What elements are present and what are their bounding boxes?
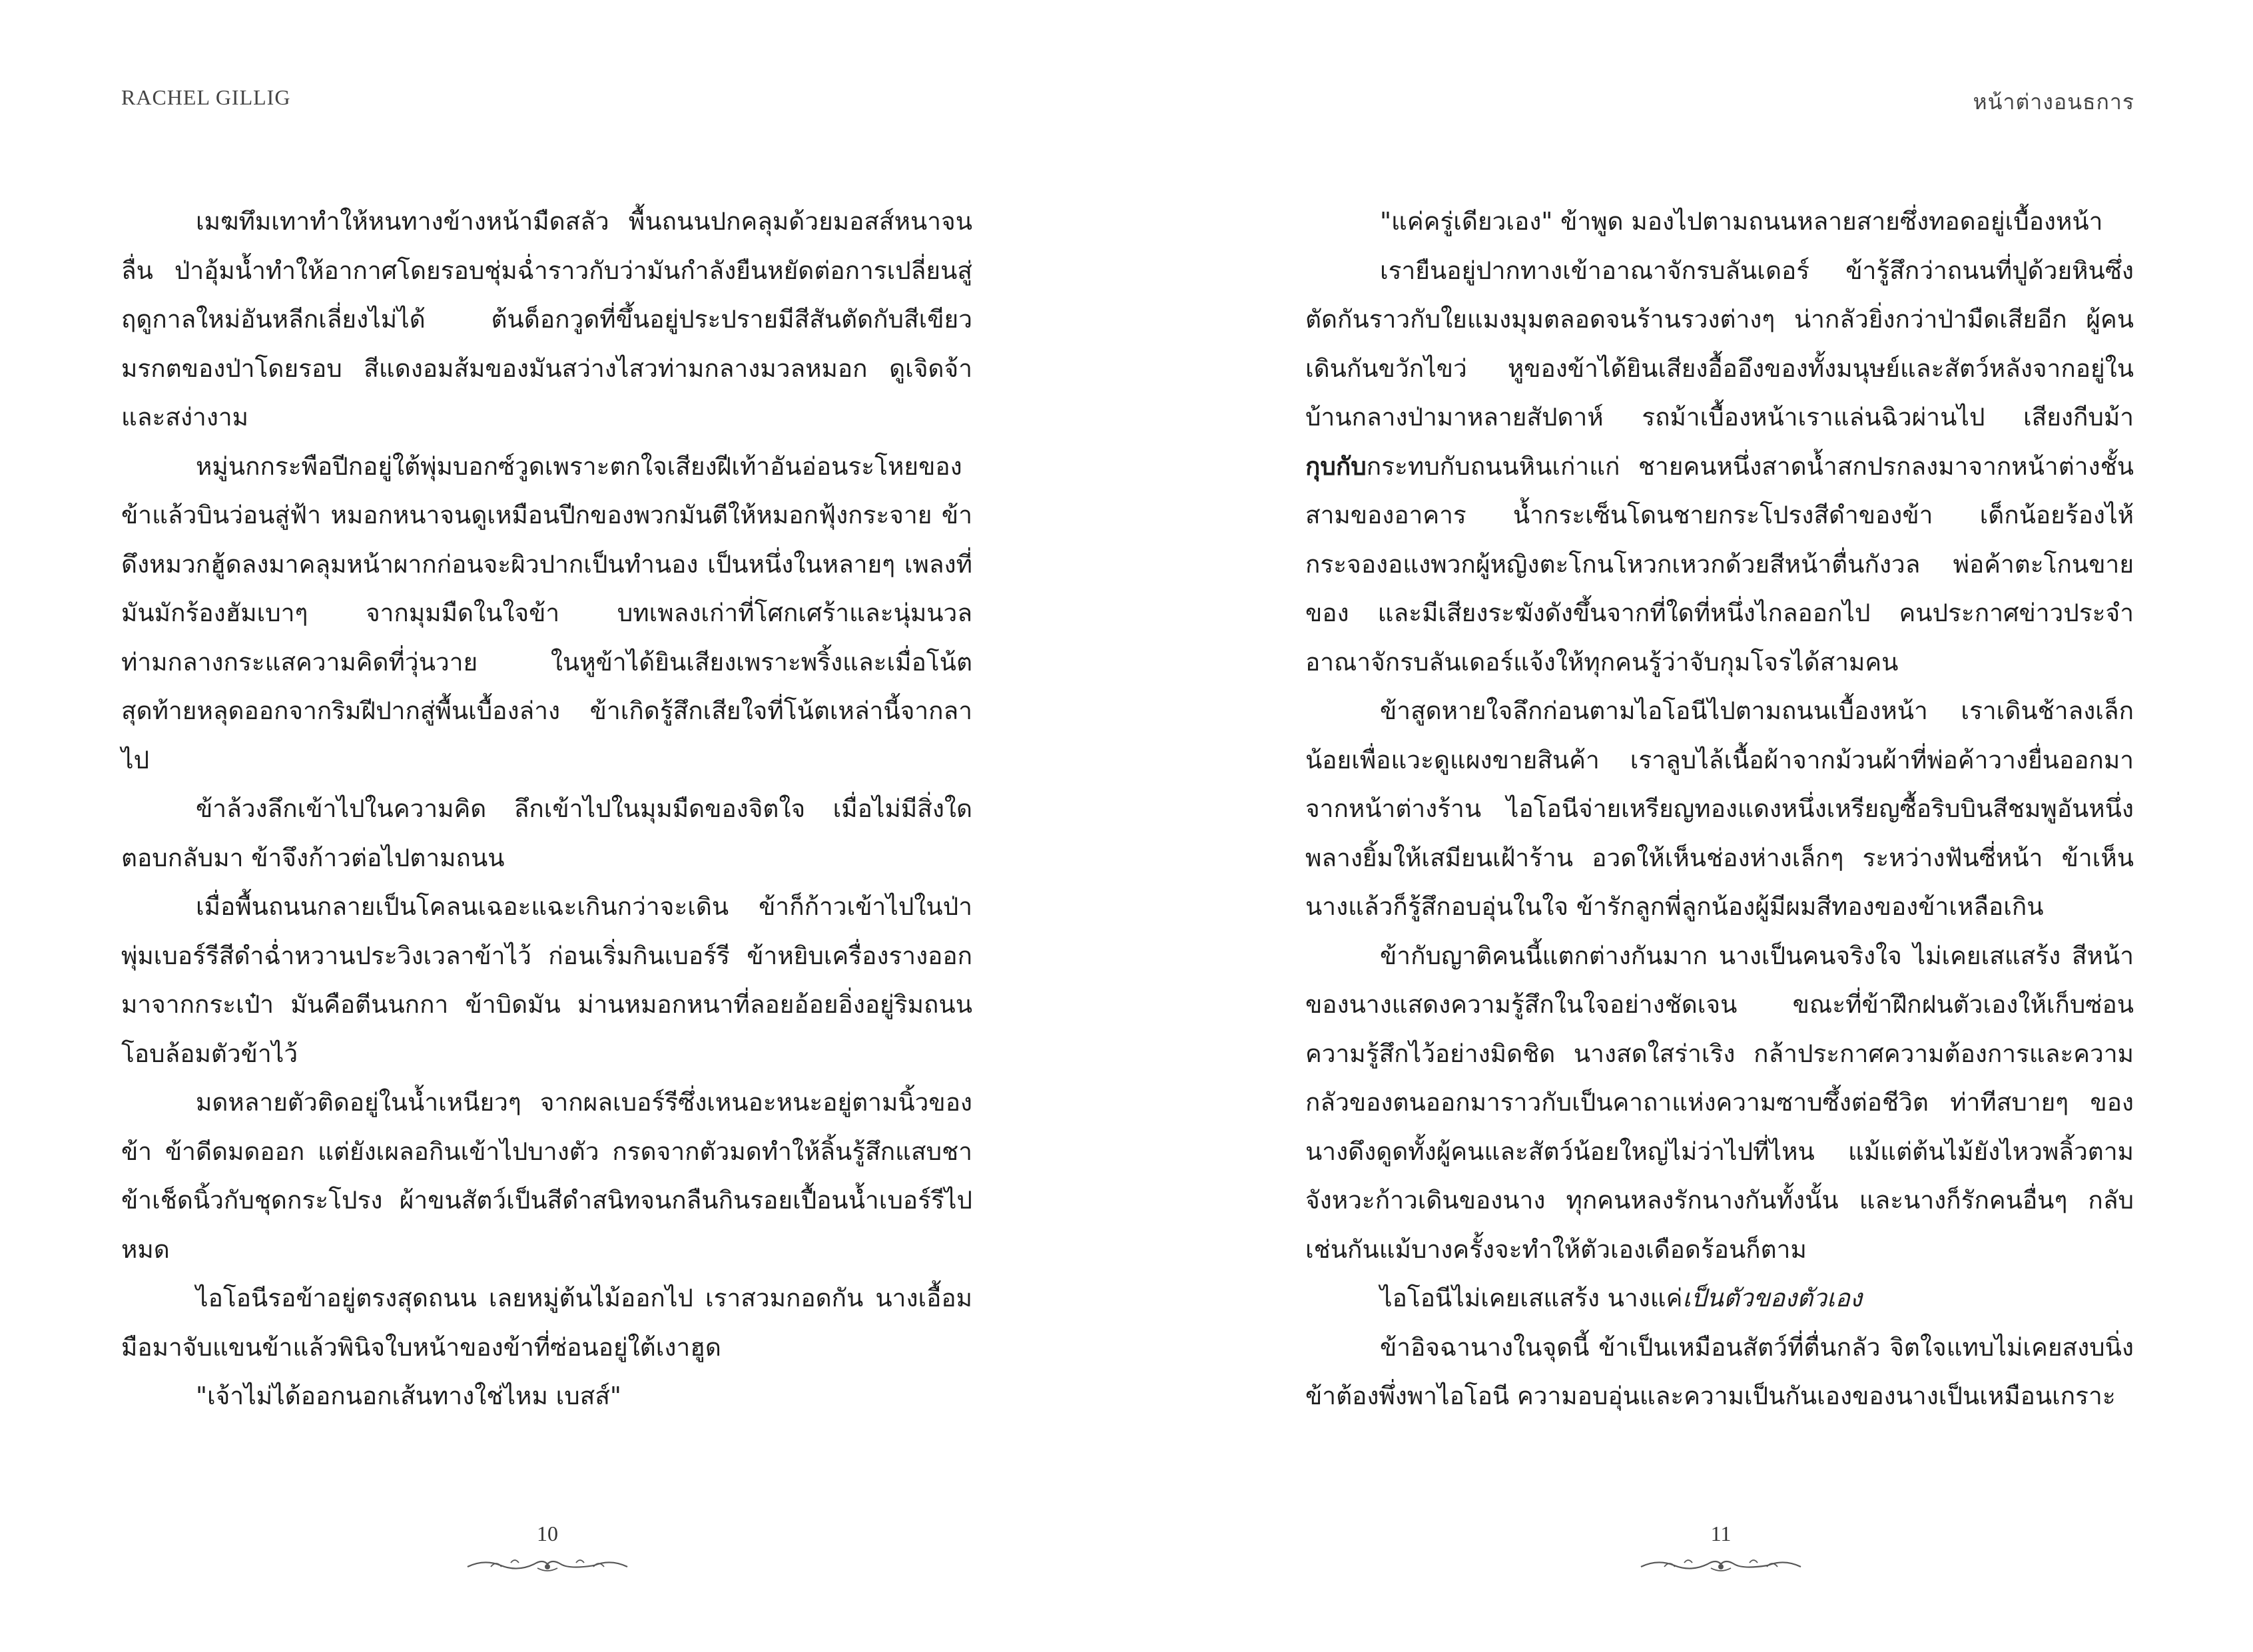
running-head-title: หน้าต่างอนธการ <box>1973 90 2134 114</box>
paragraph: ข้าสูดหายใจลึกก่อนตามไอโอนีไปตามถนนเบื้องหน้า เราเดินช้าลงเล็กน้อยเพื่อแวะดูแผงขายสินค้า เราลูบไล้เนื้อผ้าจากม้วนผ้าที่พ่อค้าวางยื่นออกมาจากหน้าต่างร้าน ไอโอนีจ่ายเหรียญทองแดงหนึ่งเหรียญซื้อริบบินสีชมพูอันหนึ่ง พลางยิ้มให้เสมียนเฝ้าร้าน อวดให้เห็นช่องห่างเล็กๆ ระหว่างฟันซี่หน้า ข้าเห็นนางแล้วก็รู้สึกอบอุ่นในใจ ข้ารักลูกพี่ลูกน้องผู้มีผมสีทองของข้าเหลือเกิน <box>1305 696 2134 921</box>
paragraph <box>1305 1274 2134 1323</box>
page-number: 10 <box>537 1521 558 1545</box>
left-page <box>0 0 1126 1652</box>
text-run: ไอโอนีไม่เคยเสแสร้ง นางแค่ <box>1380 1284 1683 1312</box>
paragraph: ข้ากับญาติคนนี้แตกต่างกันมาก นางเป็นคนจริงใจ ไม่เคยเสแสร้ง สีหน้าของนางแสดงความรู้สึกในใจอย่างชัดเจน ขณะที่ข้าฝึกฝนตัวเองให้เก็บซ่อนความรู้สึกไว้อย่างมิดชิด นางสดใสร่าเริง กล้าประกาศความต้องการและความกลัวของตนออกมาราวกับเป็นคาถาแห่งความซาบซึ้งต่อชีวิต ท่าทีสบายๆ ของนางดึงดูดทั้งผู้คนและสัตว์น้อยใหญ่ไม่ว่าไปที่ไหน แม้แต่ต้นไม้ยังไหวพลิ้วตามจังหวะก้าวเดินของนาง ทุกคนหลงรักนางกันทั้งนั้น และนางก็รักคนอื่นๆ กลับเช่นกันแม้บางครั้งจะทำให้ตัวเองเดือดร้อนก็ตาม <box>1305 941 2134 1264</box>
paragraph: ไอโอนีรอข้าอยู่ตรงสุดถนน เลยหมู่ต้นไม้ออกไป เราสวมกอดกัน นางเอื้อมมือมาจับแขนข้าแล้วพินิจใบหน้าของข้าที่ซ่อนอยู่ใต้เงาฮูด <box>121 1284 972 1362</box>
page-number: 11 <box>1710 1521 1732 1545</box>
paragraph: มดหลายตัวติดอยู่ในน้ำเหนียวๆ จากผลเบอร์รีซึ่งเหนอะหนะอยู่ตามนิ้วของข้า ข้าดีดมดออก แต่ยังเผลอกินเข้าไปบางตัว กรดจากตัวมดทำให้ลิ้นรู้สึกแสบชา ข้าเช็ดนิ้วกับชุดกระโปรง ผ้าขนสัตว์เป็นสีดำสนิทจนกลืนกินรอยเปื้อนน้ำเบอร์รีไปหมด <box>121 1088 972 1264</box>
paragraph: เมฆทึมเทาทำให้หนทางข้างหน้ามืดสลัว พื้นถนนปกคลุมด้วยมอสส์หนาจนลื่น ป่าอุ้มน้ำทำให้อากาศโดยรอบชุ่มฉ่ำราวกับว่ามันกำลังยืนหยัดต่อการเปลี่ยนสู่ฤดูกาลใหม่อันหลีกเลี่ยงไม่ได้ ต้นด็อกวูดที่ขึ้นอยู่ประปรายมีสีสันตัดกับสีเขียวมรกตของป่าโดยรอบ สีแดงอมส้มของมันสว่างไสวท่ามกลางมวลหมอก ดูเจิดจ้าและสง่างาม <box>121 207 972 431</box>
italic-text: เป็นตัวของตัวเอง <box>1682 1284 1862 1312</box>
right-page-body <box>1305 197 2134 1421</box>
paragraph: เมื่อพื้นถนนกลายเป็นโคลนเฉอะแฉะเกินกว่าจะเดิน ข้าก็ก้าวเข้าไปในป่าพุ่มเบอร์รีสีดำฉ่ำหวานประวิงเวลาข้าไว้ ก่อนเริ่มกินเบอร์รี ข้าหยิบเครื่องรางออกมาจากกระเป๋า มันคือตีนนกกา ข้าบิดมัน ม่านหมอกหนาที่ลอยอ้อยอิ่งอยู่ริมถนนโอบล้อมตัวข้าไว้ <box>121 892 972 1068</box>
paragraph: หมู่นกกระพือปีกอยู่ใต้พุ่มบอกซ์วูดเพราะตกใจเสียงฝีเท้าอันอ่อนระโหยของข้าแล้วบินว่อนสู่ฟ้า หมอกหนาจนดูเหมือนปีกของพวกมันตีให้หมอกฟุ้งกระจาย ข้าดึงหมวกฮู้ดลงมาคลุมหน้าผากก่อนจะผิวปากเป็นทำนอง เป็นหนึ่งในหลายๆ เพลงที่มันมักร้องฮัมเบาๆ จากมุมมืดในใจข้า บทเพลงเก่าที่โศกเศร้าและนุ่มนวลท่ามกลางกระแสความคิดที่วุ่นวาย ในหูข้าได้ยินเสียงเพราะพริ้งและเมื่อโน้ตสุดท้ายหลุดออกจากริมฝีปากสู่พื้นเบื้องล่าง ข้าเกิดรู้สึกเสียใจที่โน้ตเหล่านี้จากลาไป <box>121 451 972 774</box>
right-page <box>1127 0 2253 1652</box>
flourish-ornament-icon <box>1638 1555 1804 1573</box>
bold-text: กุบกับ <box>1305 451 1367 481</box>
left-page-body <box>121 197 972 1421</box>
paragraph: ข้าล้วงลึกเข้าไปในความคิด ลึกเข้าไปในมุมมืดของจิตใจ เมื่อไม่มีสิ่งใดตอบกลับมา ข้าจึงก้าวต่อไปตามถนน <box>121 794 972 872</box>
paragraph <box>1305 246 2134 687</box>
running-head-author: RACHEL GILLIG <box>121 85 291 109</box>
paragraph: "เจ้าไม่ได้ออกนอกเส้นทางใช่ไหม เบสส์" <box>196 1382 621 1410</box>
paragraph: "แค่ครู่เดียวเอง" ข้าพูด มองไปตามถนนหลายสายซึ่งทอดอยู่เบื้องหน้า <box>1380 207 2103 236</box>
text-run: เรายืนอยู่ปากทางเข้าอาณาจักรบลันเดอร์ ข้ารู้สึกว่าถนนที่ปูด้วยหินซึ่งตัดกันราวกับใยแมงมุมตลอดจนร้านรวงต่างๆ น่ากลัวยิ่งกว่าป่ามืดเสียอีก ผู้คนเดินกันขวักไขว่ หูของข้าได้ยินเสียงอื้ออึงของทั้งมนุษย์และสัตว์หลังจากอยู่ในบ้านกลางป่ามาหลายสัปดาห์ รถม้าเบื้องหน้าเราแล่นฉิวผ่านไป เสียงกีบม้า <box>1305 256 2134 431</box>
paragraph: ข้าอิจฉานางในจุดนี้ ข้าเป็นเหมือนสัตว์ที่ตื่นกลัว จิตใจแทบไม่เคยสงบนิ่งข้าต้องพึ่งพาไอโอนี ความอบอุ่นและความเป็นกันเองของนางเป็นเหมือนเกราะ <box>1305 1332 2134 1410</box>
flourish-ornament-icon <box>464 1555 631 1573</box>
text-run: กระทบกับถนนหินเก่าแก่ ชายคนหนึ่งสาดน้ำสกปรกลงมาจากหน้าต่างชั้นสามของอาคาร น้ำกระเซ็นโดนชายกระโปรงสีดำของข้า เด็กน้อยร้องไห้กระจองอแงพวกผู้หญิงตะโกนโหวกเหวกด้วยสีหน้าตื่นกังวล พ่อค้าตะโกนขายของ และมีเสียงระฆังดังขึ้นจากที่ใดที่หนึ่งไกลออกไป คนประกาศข่าวประจำอาณาจักรบลันเดอร์แจ้งให้ทุกคนรู้ว่าจับกุมโจรได้สามคน <box>1305 451 2134 677</box>
